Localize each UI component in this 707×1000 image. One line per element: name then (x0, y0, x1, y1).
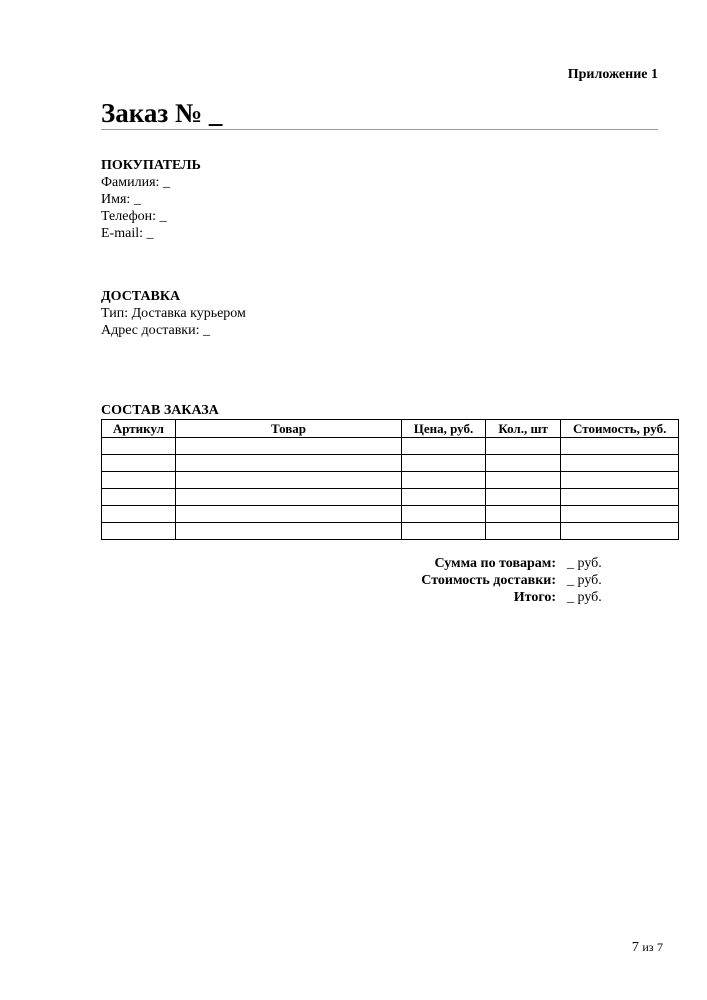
table-cell (175, 472, 401, 489)
field-value: _ (159, 209, 167, 224)
table-row (102, 455, 679, 472)
totals-block (380, 555, 602, 606)
column-header-product: Товар (175, 420, 401, 438)
table-cell (402, 523, 486, 540)
field-value: _ (162, 175, 170, 190)
table-row (102, 523, 679, 540)
field-label: Тип: (101, 306, 129, 321)
table-cell (175, 455, 401, 472)
table-cell (485, 523, 561, 540)
current-page: 7 (631, 940, 639, 955)
field-label: Телефон: (101, 209, 157, 224)
table-cell (402, 472, 486, 489)
order-title: Заказ № _ (101, 98, 223, 128)
table-cell (102, 438, 176, 455)
table-cell (102, 455, 176, 472)
table-cell (102, 472, 176, 489)
column-header-article: Артикул (102, 420, 176, 438)
appendix-label: Приложение 1 (567, 67, 658, 82)
table-cell (175, 489, 401, 506)
table-row (102, 489, 679, 506)
table-cell (102, 489, 176, 506)
field-label: Имя: (101, 192, 131, 207)
page-of: из (642, 940, 654, 954)
table-cell (561, 506, 679, 523)
title-block (101, 98, 658, 130)
table-cell (175, 438, 401, 455)
delivery-type (101, 305, 246, 322)
table-cell (485, 506, 561, 523)
table-cell (561, 455, 679, 472)
buyer-section (101, 157, 201, 242)
total-label: Сумма по товарам: (434, 556, 556, 571)
total-label: Стоимость доставки: (421, 573, 556, 588)
total-row-goods (380, 555, 602, 572)
buyer-email (101, 225, 201, 242)
field-label: Фамилия: (101, 175, 160, 190)
table-row (102, 506, 679, 523)
buyer-last-name (101, 174, 201, 191)
column-header-quantity: Кол., шт (485, 420, 561, 438)
table-cell (561, 523, 679, 540)
table-cell (561, 489, 679, 506)
total-pages: 7 (657, 940, 663, 954)
table-cell (402, 455, 486, 472)
table-cell (485, 455, 561, 472)
order-items-table (101, 419, 679, 540)
field-value: _ (146, 226, 154, 241)
table-cell (102, 523, 176, 540)
table-cell (402, 489, 486, 506)
field-label: Адрес доставки: (101, 323, 200, 338)
total-value: _ руб. (567, 573, 602, 588)
table-cell (402, 506, 486, 523)
column-header-cost: Стоимость, руб. (561, 420, 679, 438)
page-number (632, 940, 663, 956)
table-cell (485, 438, 561, 455)
table-cell (175, 506, 401, 523)
total-row-grand (380, 589, 602, 606)
table-row (102, 472, 679, 489)
table-cell (561, 438, 679, 455)
delivery-heading: ДОСТАВКА (101, 289, 181, 304)
delivery-address (101, 322, 246, 339)
field-label: E-mail: (101, 226, 143, 241)
total-value: _ руб. (567, 590, 602, 605)
table-cell (175, 523, 401, 540)
total-label: Итого: (513, 590, 556, 605)
table-cell (485, 489, 561, 506)
field-value: _ (203, 323, 210, 338)
buyer-first-name (101, 191, 201, 208)
delivery-section (101, 288, 246, 339)
total-value: _ руб. (567, 556, 602, 571)
table-cell (402, 438, 486, 455)
table-cell (561, 472, 679, 489)
table-header-row (102, 420, 679, 438)
field-value: Доставка курьером (131, 306, 246, 321)
order-composition-heading: СОСТАВ ЗАКАЗА (101, 403, 219, 418)
buyer-heading: ПОКУПАТЕЛЬ (101, 158, 201, 173)
field-value: _ (133, 192, 141, 207)
table-cell (102, 506, 176, 523)
table-cell (485, 472, 561, 489)
buyer-phone (101, 208, 201, 225)
total-row-delivery (380, 572, 602, 589)
table-row (102, 438, 679, 455)
column-header-price: Цена, руб. (402, 420, 486, 438)
